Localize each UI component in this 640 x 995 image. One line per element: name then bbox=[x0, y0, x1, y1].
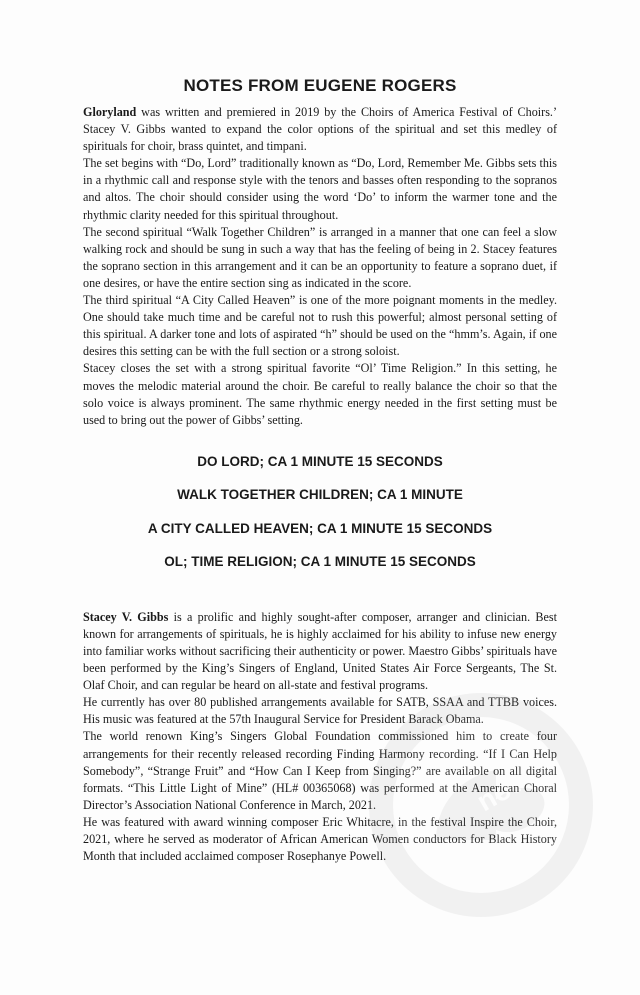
bio-paragraph-4: He was featured with award winning composer Eric Whitacre, in the festival Inspire the Choir, 2021, where he served as moderator of African American Women conductors for Black History Month that included acclaimed composer Rosephanye Powell. bbox=[83, 814, 557, 864]
document-body bbox=[83, 76, 557, 865]
notes-paragraph-4: The third spiritual “A City Called Heaven” is one of the more poignant moments in the medley. One should take much time and be careful not to rush this powerful; almost personal setting of this spiritual. A darker tone and lots of aspirated “h” should be used on the “hmm’s. Again, if one desires this setting can be with the full section or a strong soloist. bbox=[83, 293, 557, 359]
notes-paragraph-2: The set begins with “Do, Lord” traditionally known as “Do, Lord, Remember Me. Gibbs sets this in a rhythmic call and response style with the tenors and basses often responding to the sopranos and altos. The choir should consider using the word ‘Do’ to inform the warmer tone and the rhythmic clarity needed for this spiritual throughout. bbox=[83, 156, 557, 222]
timing-walk-together-children: WALK TOGETHER CHILDREN; CA 1 MINUTE bbox=[177, 487, 463, 503]
notes-paragraph-3: The second spiritual “Walk Together Children” is arranged in a manner that one can feel a slow walking rock and should be sung in such a way that has the feeling of being in 2. Stacey features the soprano section in this arrangement and it can be an opportunity to feature a soprano duet, if one desires, or have the entire section sing as indicated in the score. bbox=[83, 224, 557, 290]
watermark-text: noten bbox=[471, 752, 554, 818]
notes-paragraph-1 bbox=[83, 104, 557, 155]
bio-paragraph-2: He currently has over 80 published arrangements available for SATB, SSAA and TTBB voices. His music was featured at the 57th Inaugural Service for President Barack Obama. bbox=[83, 695, 557, 727]
program-notes bbox=[83, 104, 557, 429]
notes-paragraph-1-text: was written and premiered in 2019 by the Choirs of America Festival of Choirs.’ Stacey V. Gibbs wanted to expand the color options of the spiritual and set this medley of spirituals for choir, brass quintet, and timpani. bbox=[83, 105, 557, 154]
bio-paragraph-3: The world renown King’s Singers Global Foundation commissioned him to create four arrangements for their recently released recording Finding Harmony recording. “If I Can Help Somebody”, “Strange Fruit” and “How Can I Keep from Singing?” are available on all digital formats. “This Little Light of Mine” (HL# 00365068) was performed at the American Choral Director’s Association National Conference in March, 2021. bbox=[83, 729, 557, 812]
composer-bio bbox=[83, 609, 557, 865]
timing-do-lord: DO LORD; CA 1 MINUTE 15 SECONDS bbox=[197, 453, 443, 469]
work-title: Gloryland bbox=[83, 105, 137, 119]
notes-paragraph-5: Stacey closes the set with a strong spiritual favorite “Ol’ Time Religion.” In this setting, he moves the melodic material around the choir. Be careful to really balance the choir so that the solo voice is always prominent. The same rhythmic energy needed in the first setting must be used to bring out the power of Gibbs’ setting. bbox=[83, 361, 557, 427]
movement-timings bbox=[83, 445, 557, 579]
composer-name: Stacey V. Gibbs bbox=[83, 609, 169, 624]
timing-a-city-called-heaven: A CITY CALLED HEAVEN; CA 1 MINUTE 15 SECONDS bbox=[147, 520, 493, 536]
page-title: NOTES FROM EUGENE ROGERS bbox=[183, 76, 457, 95]
bio-paragraph-1 bbox=[83, 609, 557, 694]
timing-ol-time-religion: OL; TIME RELIGION; CA 1 MINUTE 15 SECONDS bbox=[164, 554, 476, 570]
bio-paragraph-1-text: is a prolific and highly sought-after composer, arranger and clinician. Best known for arrangements of spirituals, he is highly acclaimed for his ability to infuse new energy into familiar works without sacrificing their authenticity or power. Maestro Gibbs’ spirituals have been performed by the King’s Singers of England, United States Air Force Sergeants, The St. Olaf Choir, and can regular be heard on all-state and festival programs. bbox=[83, 609, 557, 693]
